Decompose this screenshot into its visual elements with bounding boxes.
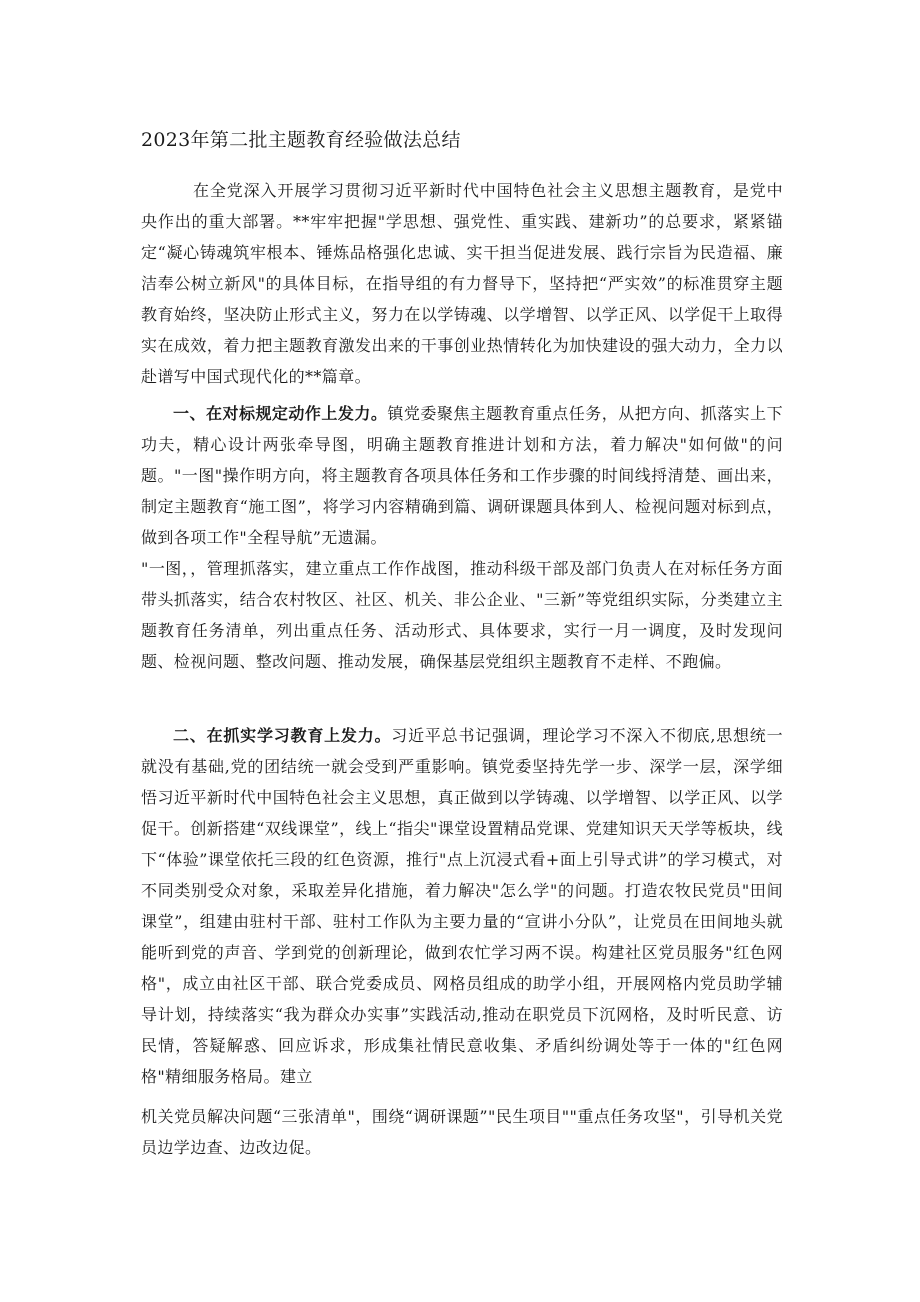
paragraph-section-1 (141, 398, 783, 553)
document-title: 2023年第二批主题教育经验做法总结 (141, 129, 461, 151)
section-2-text: 习近平总书记强调，理论学习不深入不彻底,思想统一就没有基础,党的团结统一就会受到严重影响。镇党委坚持先学一步、深学一层，深学细悟习近平新时代中国特色社会主义思想，真正做到以学铸魂、以学增智、以学正风、以学促干。创新搭建“双线课堂”，线上“指尖"课堂设置精品党课、党建知识天天学等板块，线下“体验”课堂依托三段的红色资源，推行"点上沉浸式看+面上引导式讲”的学习模式，对不同类别受众对象，采取差异化措施，着力解决"怎么学"的问题。打造农牧民党员"田间课堂”，组建由驻村干部、驻村工作队为主要力量的“宣讲小分队”，让党员在田间地头就能听到党的声音、学到党的创新理论，做到农忙学习两不误。构建社区党员服务"红色网格"，成立由社区干部、联合党委成员、网格员组成的助学小组，开展网格内党员助学辅导计划，持续落实“我为群众办实事”实践活动,推动在职党员下沉网格，及时听民意、访民情，答疑解惑、回应诉求，形成集社情民意收集、矛盾纠纷调处等于一体的"红色网格"精细服务格局。建立 (141, 726, 783, 1086)
section-1-text: 镇党委聚焦主题教育重点任务，从把方向、抓落实上下功夫，精心设计两张牵导图，明确主题教育推进计划和方法，着力解决"如何做"的问题。"一图"操作明方向，将主题教育各项具体任务和工作步骤的时间线捋清楚、画出来，制定主题教育“施工图”，将学习内容精确到篇、调研课题具体到人、检视问题对标到点，做到各项工作"全程导航”无遗漏。 (141, 404, 783, 547)
paragraph-section-2 (141, 720, 783, 1092)
paragraph-section-1-cont (141, 553, 783, 677)
paragraph-intro (141, 175, 783, 392)
paragraph-section-2-cont (141, 1101, 783, 1163)
section-2-cont-text: 机关党员解决问题“三张清单"，围绕“调研课题”"民生项目""重点任务攻坚"，引导机关党员边学边查、边改边促。 (141, 1107, 783, 1157)
section-1-cont-text: "一图，，管理抓落实，建立重点工作作战图，推动科级干部及部门负责人在对标任务方面带头抓落实，结合农村牧区、社区、机关、非公企业、"三新”等党组织实际，分类建立主题教育任务清单，列出重点任务、活动形式、具体要求，实行一月一调度，及时发现问题、检视问题、整改问题、推动发展，确保基层党组织主题教育不走样、不跑偏。 (141, 559, 783, 671)
section-2-heading: 二、在抓实学习教育上发力。 (173, 726, 392, 745)
paragraph-intro-text: 在全党深入开展学习贯彻习近平新时代中国特色社会主义思想主题教育，是党中央作出的重大部署。**牢牢把握"学思想、强党性、重实践、建新功”的总要求，紧紧锚定“凝心铸魂筑牢根本、锤炼品格强化忠诚、实干担当促进发展、践行宗旨为民造福、廉洁奉公树立新风"的具体目标，在指导组的有力督导下，坚持把“严实效”的标准贯穿主题教育始终，坚决防止形式主义，努力在以学铸魂、以学增智、以学正风、以学促干上取得实在成效，着力把主题教育激发出来的干事创业热情转化为加快建设的强大动力，全力以赴谱写中国式现代化的**篇章。 (141, 181, 783, 386)
section-1-heading: 一、在对标规定动作上发力。 (173, 404, 388, 423)
